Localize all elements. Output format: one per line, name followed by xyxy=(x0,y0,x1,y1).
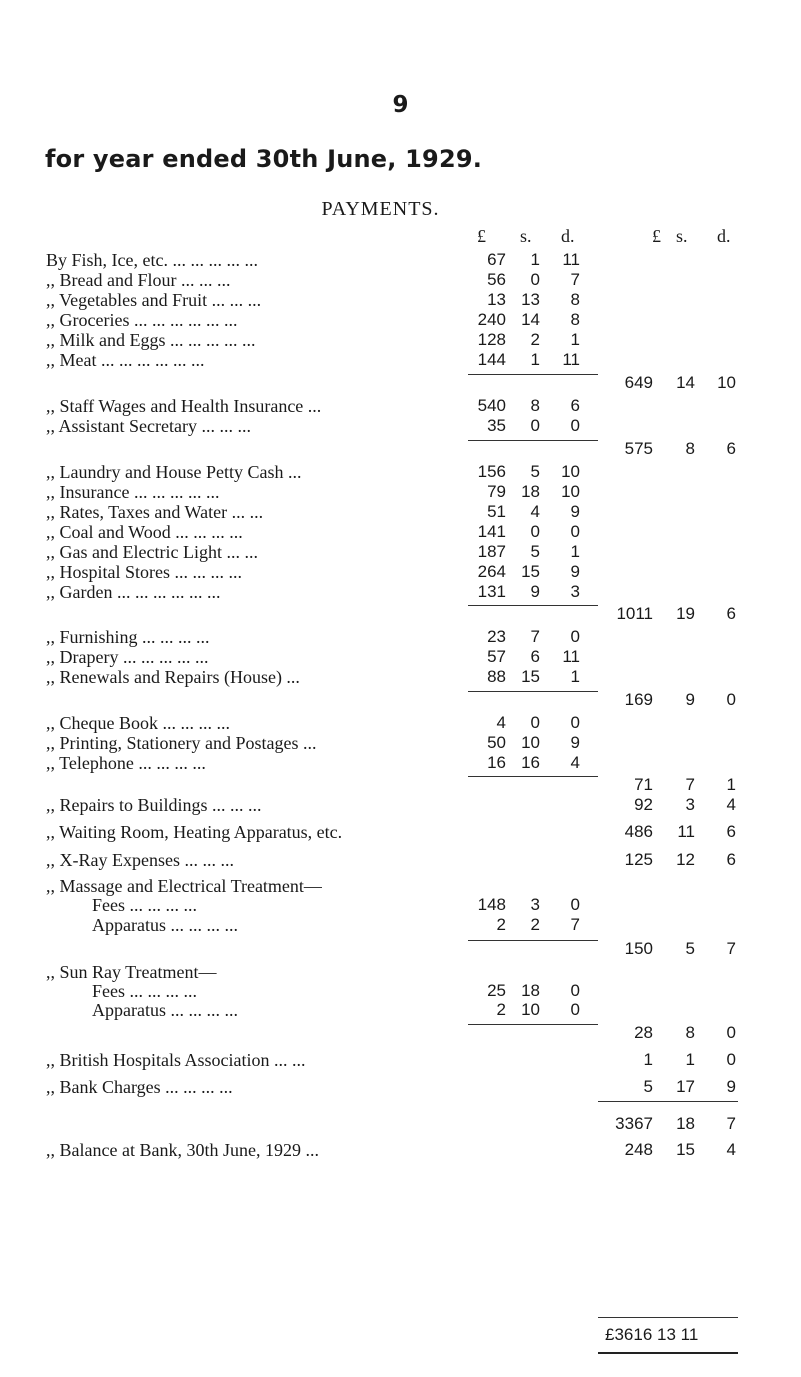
b-pence: 6 xyxy=(726,604,736,623)
a-pounds: 57 xyxy=(487,647,506,666)
table-row xyxy=(0,602,801,626)
a-shillings: 7 xyxy=(530,627,540,646)
a-shillings: 4 xyxy=(530,502,540,521)
table-row xyxy=(0,998,801,1022)
total-rule xyxy=(598,1317,738,1318)
b-pence: 0 xyxy=(726,690,736,709)
a-pence: 11 xyxy=(562,250,580,269)
a-shillings: 9 xyxy=(530,582,540,601)
a-shillings: 10 xyxy=(521,1000,540,1019)
b-pounds: 125 xyxy=(624,850,653,869)
header-pence-b: d. xyxy=(717,226,731,246)
a-pounds: 35 xyxy=(487,416,506,435)
a-pounds: 156 xyxy=(477,462,506,481)
a-pence: 11 xyxy=(562,647,580,666)
a-pence: 0 xyxy=(570,713,580,732)
subtotal-rule xyxy=(468,940,598,941)
a-pounds: 23 xyxy=(487,627,506,646)
a-shillings: 1 xyxy=(530,350,540,369)
a-pence: 3 xyxy=(570,582,580,601)
subtotal-rule xyxy=(468,374,598,375)
b-pence: 0 xyxy=(726,1023,736,1042)
a-shillings: 16 xyxy=(521,753,540,772)
a-pounds: 13 xyxy=(487,290,506,309)
subtotal-rule xyxy=(468,776,598,777)
total-double-rule xyxy=(598,1352,738,1354)
a-pounds: 141 xyxy=(477,522,506,541)
row-label: ,, Sun Ray Treatment— xyxy=(46,962,217,982)
table-row xyxy=(0,580,801,604)
a-pence: 8 xyxy=(570,310,580,329)
balance-row-shillings: 15 xyxy=(676,1140,695,1159)
b-pence: 6 xyxy=(726,850,736,869)
row-label: ,, Telephone ... ... ... ... xyxy=(46,753,206,773)
a-pence: 8 xyxy=(570,290,580,309)
a-shillings: 10 xyxy=(521,733,540,752)
row-label: ,, Furnishing ... ... ... ... xyxy=(46,627,210,647)
a-pence: 0 xyxy=(570,981,580,1000)
page-number: 9 xyxy=(392,92,409,118)
a-pence: 7 xyxy=(570,270,580,289)
a-pounds: 148 xyxy=(477,895,506,914)
b-shillings: 8 xyxy=(685,1023,695,1042)
a-shillings: 1 xyxy=(530,250,540,269)
a-shillings: 15 xyxy=(521,667,540,686)
a-pence: 9 xyxy=(570,502,580,521)
a-pence: 0 xyxy=(570,895,580,914)
section-title xyxy=(0,198,801,221)
b-pence: 6 xyxy=(726,822,736,841)
row-label: ,, Garden ... ... ... ... ... ... xyxy=(46,582,221,602)
row-label: Fees ... ... ... ... xyxy=(92,895,197,915)
row-label: ,, Printing, Stationery and Postages ... xyxy=(46,733,317,753)
table-row xyxy=(0,793,801,817)
a-shillings: 18 xyxy=(521,482,540,501)
b-pounds: 169 xyxy=(624,690,653,709)
a-pence: 6 xyxy=(570,396,580,415)
table-row xyxy=(0,1048,801,1072)
balance-row xyxy=(0,1138,801,1162)
a-pounds: 16 xyxy=(487,753,506,772)
b-shillings: 7 xyxy=(685,775,695,794)
a-pounds: 187 xyxy=(477,542,506,561)
row-label: ,, Renewals and Repairs (House) ... xyxy=(46,667,300,687)
a-pounds: 240 xyxy=(477,310,506,329)
row-label: ,, Rates, Taxes and Water ... ... xyxy=(46,502,264,522)
table-row xyxy=(0,913,801,937)
row-label: ,, Insurance ... ... ... ... ... xyxy=(46,482,220,502)
b-pence: 9 xyxy=(726,1077,736,1096)
header-shillings-b: s. xyxy=(676,226,688,246)
row-label: ,, X-Ray Expenses ... ... ... xyxy=(46,850,234,870)
a-pence: 0 xyxy=(570,627,580,646)
a-pence: 10 xyxy=(561,462,580,481)
table-row xyxy=(0,751,801,775)
a-shillings: 0 xyxy=(530,522,540,541)
header-pounds-a: £ xyxy=(477,226,486,246)
b-shillings: 1 xyxy=(685,1050,695,1069)
row-label: ,, Staff Wages and Health Insurance ... xyxy=(46,396,322,416)
a-pounds: 540 xyxy=(477,396,506,415)
a-pounds: 51 xyxy=(487,502,506,521)
b-pounds: 649 xyxy=(624,373,653,392)
subtotal-rule xyxy=(468,440,598,441)
table-row xyxy=(0,437,801,461)
row-label: ,, Hospital Stores ... ... ... ... xyxy=(46,562,242,582)
a-pence: 0 xyxy=(570,522,580,541)
a-shillings: 2 xyxy=(530,915,540,934)
row-label: ,, British Hospitals Association ... ... xyxy=(46,1050,306,1070)
table-row xyxy=(0,1075,801,1099)
a-pence: 9 xyxy=(570,733,580,752)
a-pounds: 4 xyxy=(496,713,506,732)
row-label: ,, Gas and Electric Light ... ... xyxy=(46,542,258,562)
a-pounds: 264 xyxy=(477,562,506,581)
b-shillings: 14 xyxy=(676,373,695,392)
a-pence: 1 xyxy=(570,330,580,349)
table-row xyxy=(0,371,801,395)
row-label: ,, Drapery ... ... ... ... ... xyxy=(46,647,209,667)
b-pence: 6 xyxy=(726,439,736,458)
row-label: Fees ... ... ... ... xyxy=(92,981,197,1001)
a-shillings: 2 xyxy=(530,330,540,349)
header-shillings-a: s. xyxy=(520,226,532,246)
a-shillings: 18 xyxy=(521,981,540,1000)
b-pounds: 92 xyxy=(634,795,653,814)
a-pounds: 88 xyxy=(487,667,506,686)
b-pence: 10 xyxy=(717,373,736,392)
a-pence: 1 xyxy=(570,667,580,686)
row-label: ,, Bank Charges ... ... ... ... xyxy=(46,1077,233,1097)
row-label: ,, Repairs to Buildings ... ... ... xyxy=(46,795,262,815)
a-pence: 7 xyxy=(570,915,580,934)
a-pounds: 2 xyxy=(496,915,506,934)
a-pence: 1 xyxy=(570,542,580,561)
a-shillings: 3 xyxy=(530,895,540,914)
row-label: Apparatus ... ... ... ... xyxy=(92,915,238,935)
row-label: ,, Bread and Flour ... ... ... xyxy=(46,270,231,290)
subtotal-top-rule xyxy=(598,1101,738,1102)
balance-label: ,, Balance at Bank, 30th June, 1929 ... xyxy=(46,1140,319,1160)
subtotal-rule xyxy=(468,1024,598,1025)
grand-total: £3616 13 11 xyxy=(605,1325,699,1344)
b-pence: 4 xyxy=(726,795,736,814)
header-pence-a: d. xyxy=(561,226,575,246)
table-row xyxy=(0,688,801,712)
b-pounds: 28 xyxy=(634,1023,653,1042)
a-shillings: 5 xyxy=(530,462,540,481)
a-pounds: 50 xyxy=(487,733,506,752)
b-shillings: 11 xyxy=(677,822,695,841)
a-shillings: 0 xyxy=(530,416,540,435)
row-label: ,, Laundry and House Petty Cash ... xyxy=(46,462,302,482)
a-pence: 0 xyxy=(570,1000,580,1019)
b-shillings: 8 xyxy=(685,439,695,458)
b-pence: 7 xyxy=(726,939,736,958)
balance-row-pounds: 248 xyxy=(624,1140,653,1159)
subtotal-row-shillings: 18 xyxy=(676,1114,695,1133)
a-shillings: 15 xyxy=(521,562,540,581)
a-pence: 10 xyxy=(561,482,580,501)
b-pounds: 150 xyxy=(624,939,653,958)
a-shillings: 0 xyxy=(530,713,540,732)
row-label: ,, Groceries ... ... ... ... ... ... xyxy=(46,310,238,330)
a-pence: 4 xyxy=(570,753,580,772)
b-pence: 1 xyxy=(726,775,736,794)
table-row xyxy=(0,820,801,844)
b-pounds: 1011 xyxy=(616,604,653,623)
row-label: ,, Cheque Book ... ... ... ... xyxy=(46,713,230,733)
subtotal-row-pounds: 3367 xyxy=(615,1114,653,1133)
table-row xyxy=(0,414,801,438)
row-label: ,, Massage and Electrical Treatment— xyxy=(46,876,322,896)
subtotal-rule xyxy=(468,691,598,692)
row-label: ,, Vegetables and Fruit ... ... ... xyxy=(46,290,262,310)
a-pounds: 25 xyxy=(487,981,506,1000)
a-pounds: 67 xyxy=(487,250,506,269)
subtotal-rule xyxy=(468,605,598,606)
subtotal-row-pence: 7 xyxy=(726,1114,736,1133)
a-pence: 9 xyxy=(570,562,580,581)
b-shillings: 17 xyxy=(676,1077,695,1096)
section-title-text: PAYMENTS. xyxy=(321,198,440,220)
a-pounds: 131 xyxy=(477,582,506,601)
b-shillings: 5 xyxy=(685,939,695,958)
a-shillings: 8 xyxy=(530,396,540,415)
b-pounds: 71 xyxy=(634,775,653,794)
page-heading: for year ended 30th June, 1929. xyxy=(45,145,483,173)
b-pounds: 5 xyxy=(643,1077,653,1096)
table-row xyxy=(0,1021,801,1045)
b-shillings: 3 xyxy=(685,795,695,814)
a-pounds: 128 xyxy=(477,330,506,349)
a-shillings: 13 xyxy=(521,290,540,309)
a-pounds: 144 xyxy=(477,350,506,369)
b-shillings: 19 xyxy=(676,604,695,623)
balance-row-pence: 4 xyxy=(726,1140,736,1159)
row-label: ,, Coal and Wood ... ... ... ... xyxy=(46,522,243,542)
a-shillings: 5 xyxy=(530,542,540,561)
b-pounds: 486 xyxy=(624,822,653,841)
header-pounds-b: £ xyxy=(652,226,661,246)
row-label: ,, Waiting Room, Heating Apparatus, etc. xyxy=(46,822,343,842)
table-row xyxy=(0,348,801,372)
row-label: ,, Assistant Secretary ... ... ... xyxy=(46,416,251,436)
row-label: ,, Meat ... ... ... ... ... ... xyxy=(46,350,205,370)
a-pounds: 2 xyxy=(496,1000,506,1019)
b-shillings: 9 xyxy=(685,690,695,709)
a-shillings: 6 xyxy=(530,647,540,666)
a-pounds: 56 xyxy=(487,270,506,289)
b-shillings: 12 xyxy=(676,850,695,869)
table-row xyxy=(0,665,801,689)
a-pence: 0 xyxy=(570,416,580,435)
row-label: By Fish, Ice, etc. ... ... ... ... ... xyxy=(46,250,258,270)
b-pounds: 1 xyxy=(643,1050,653,1069)
a-pence: 11 xyxy=(562,350,580,369)
subtotal-row xyxy=(0,1112,801,1136)
table-row xyxy=(0,848,801,872)
a-shillings: 0 xyxy=(530,270,540,289)
b-pence: 0 xyxy=(726,1050,736,1069)
row-label: ,, Milk and Eggs ... ... ... ... ... xyxy=(46,330,256,350)
b-pounds: 575 xyxy=(624,439,653,458)
a-pounds: 79 xyxy=(487,482,506,501)
a-shillings: 14 xyxy=(521,310,540,329)
table-row xyxy=(0,937,801,961)
row-label: Apparatus ... ... ... ... xyxy=(92,1000,238,1020)
